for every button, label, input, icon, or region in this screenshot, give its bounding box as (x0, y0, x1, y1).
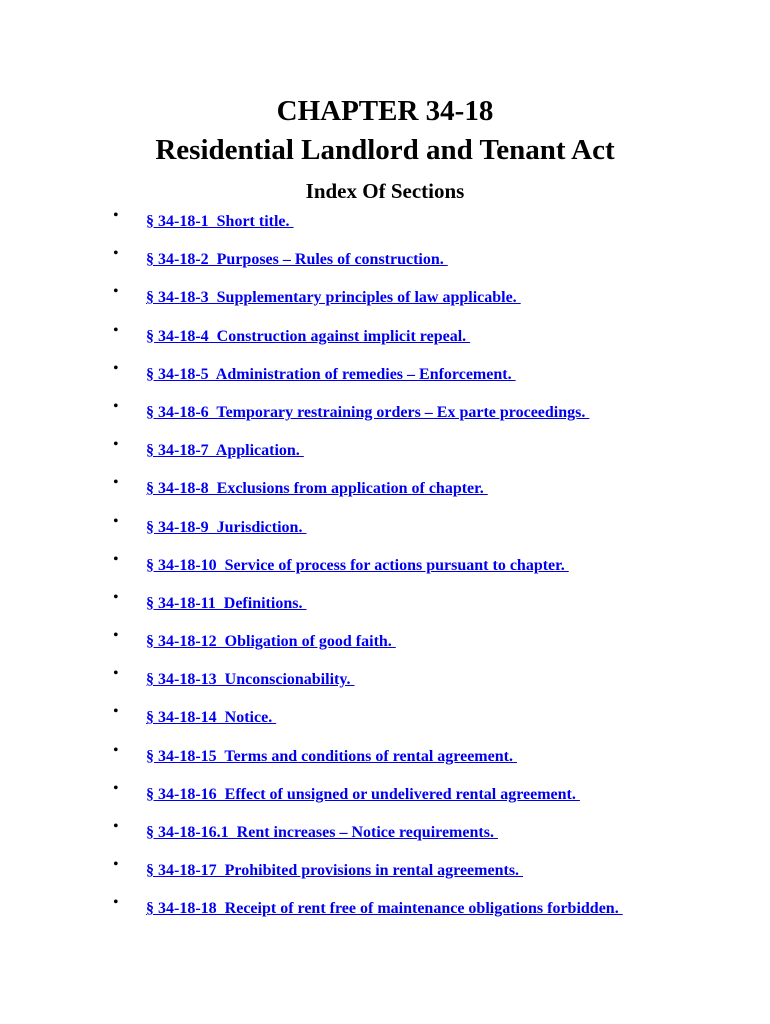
section-link[interactable]: § 34-18-9 Jurisdiction. (146, 518, 307, 536)
list-item (0, 512, 770, 550)
section-link[interactable]: § 34-18-8 Exclusions from application of chapter. (146, 480, 488, 498)
section-link[interactable]: § 34-18-7 Application. (146, 442, 304, 460)
bullet-icon: • (113, 359, 119, 377)
list-item (0, 359, 770, 397)
section-link[interactable]: § 34-18-11 Definitions. (146, 594, 307, 612)
bullet-icon: • (113, 207, 119, 224)
section-link[interactable]: § 34-18-10 Service of process for actions pursuant to chapter. (146, 556, 569, 574)
list-item (0, 282, 770, 320)
list-item (0, 664, 770, 702)
list-item (0, 588, 770, 626)
bullet-icon: • (113, 894, 119, 912)
bullet-icon: • (113, 741, 119, 759)
section-link[interactable]: § 34-18-15 Terms and conditions of rental agreement. (146, 747, 517, 765)
list-item (0, 550, 770, 588)
list-item (0, 435, 770, 473)
list-item (0, 244, 770, 282)
index-heading: Index Of Sections (305, 179, 465, 203)
section-link[interactable]: § 34-18-12 Obligation of good faith. (146, 633, 396, 651)
list-item (0, 321, 770, 359)
bullet-icon: • (113, 245, 119, 263)
section-link[interactable]: § 34-18-3 Supplementary principles of law applicable. (146, 289, 521, 307)
section-link[interactable]: § 34-18-2 Purposes – Rules of construction. (146, 251, 448, 269)
section-link[interactable]: § 34-18-18 Receipt of rent free of maintenance obligations forbidden. (146, 900, 623, 918)
list-item (0, 397, 770, 435)
bullet-icon: • (113, 321, 119, 339)
bullet-icon: • (113, 856, 119, 874)
section-link[interactable]: § 34-18-17 Prohibited provisions in rental agreements. (146, 862, 524, 880)
bullet-icon: • (113, 283, 119, 301)
section-link[interactable]: § 34-18-13 Unconscionability. (146, 671, 355, 689)
bullet-icon: • (113, 665, 119, 683)
list-item (0, 473, 770, 511)
section-link[interactable]: § 34-18-1 Short title. (146, 213, 294, 230)
bullet-icon: • (113, 550, 119, 568)
list-item (0, 893, 770, 931)
list-item (0, 779, 770, 817)
list-item (0, 741, 770, 779)
bullet-icon: • (113, 703, 119, 721)
bullet-icon: • (113, 397, 119, 415)
list-item (0, 702, 770, 740)
section-link[interactable]: § 34-18-16.1 Rent increases – Notice requirements. (146, 824, 498, 841)
act-title: Residential Landlord and Tenant Act (155, 134, 615, 166)
section-link[interactable]: § 34-18-6 Temporary restraining orders – Ex parte proceedings. (146, 403, 590, 421)
list-item (0, 855, 770, 893)
bullet-icon: • (113, 779, 119, 797)
bullet-icon: • (113, 818, 119, 835)
bullet-icon: • (113, 436, 119, 454)
section-link[interactable]: § 34-18-5 Administration of remedies – Enforcement. (146, 365, 516, 383)
bullet-icon: • (113, 627, 119, 645)
section-index-list (0, 206, 770, 932)
section-link[interactable]: § 34-18-16 Effect of unsigned or undelivered rental agreement. (146, 785, 580, 803)
bullet-icon: • (113, 588, 119, 606)
section-link[interactable]: § 34-18-14 Notice. (146, 709, 277, 727)
bullet-icon: • (113, 512, 119, 530)
bullet-icon: • (113, 474, 119, 492)
chapter-title: CHAPTER 34-18 (276, 95, 494, 127)
list-item (0, 206, 770, 244)
list-item (0, 626, 770, 664)
section-link[interactable]: § 34-18-4 Construction against implicit repeal. (146, 327, 471, 345)
list-item (0, 817, 770, 855)
